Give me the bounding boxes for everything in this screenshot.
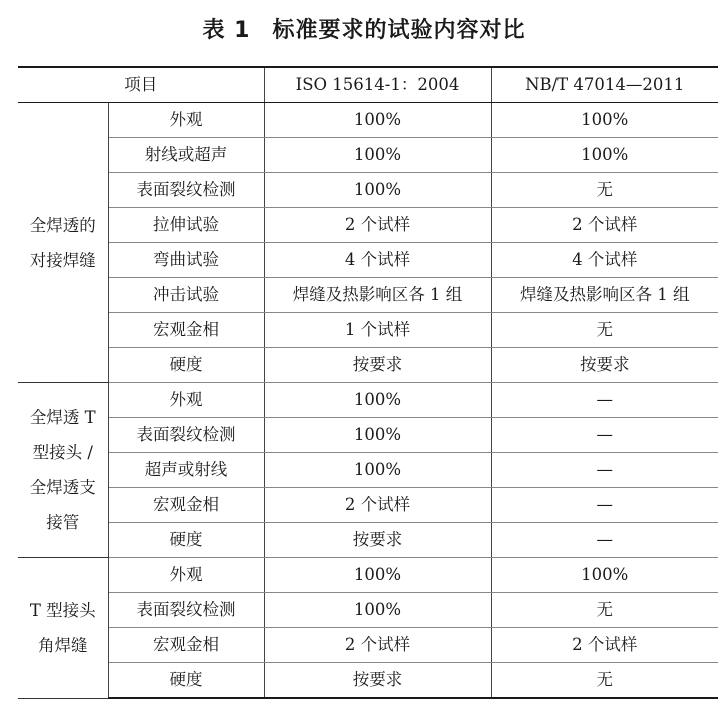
nbt-value-cell: — xyxy=(491,383,718,418)
table-row xyxy=(18,243,718,278)
test-item-cell: 外观 xyxy=(108,383,264,418)
group-label-line: T 型接头 xyxy=(29,600,96,620)
iso-value-cell: 按要求 xyxy=(264,348,491,383)
nbt-value-cell: 100% xyxy=(491,558,718,593)
table-row xyxy=(18,453,718,488)
group-label-line: 对接焊缝 xyxy=(29,250,96,270)
test-item-cell: 宏观金相 xyxy=(108,628,264,663)
iso-value-cell: 100% xyxy=(264,103,491,138)
nbt-value-cell: — xyxy=(491,453,718,488)
iso-value-cell: 按要求 xyxy=(264,663,491,699)
group-label xyxy=(18,103,108,383)
table-row xyxy=(18,208,718,243)
table-row xyxy=(18,383,718,418)
nbt-value-cell: — xyxy=(491,418,718,453)
nbt-value-cell: 无 xyxy=(491,663,718,699)
table-body xyxy=(18,103,718,699)
nbt-value-cell: 无 xyxy=(491,593,718,628)
iso-value-cell: 100% xyxy=(264,138,491,173)
test-item-cell: 冲击试验 xyxy=(108,278,264,313)
group-label-line: 全焊透的 xyxy=(29,215,96,235)
iso-value-cell: 2 个试样 xyxy=(264,628,491,663)
nbt-value-cell: 2 个试样 xyxy=(491,628,718,663)
iso-value-cell: 按要求 xyxy=(264,523,491,558)
iso-value-cell: 100% xyxy=(264,453,491,488)
table-caption xyxy=(0,16,728,46)
test-item-cell: 硬度 xyxy=(108,663,264,699)
table-row xyxy=(18,488,718,523)
test-item-cell: 宏观金相 xyxy=(108,313,264,348)
table-row xyxy=(18,523,718,558)
table-row xyxy=(18,663,718,699)
test-item-cell: 表面裂纹检测 xyxy=(108,418,264,453)
group-label-line: 全焊透 T xyxy=(29,408,96,427)
table-row xyxy=(18,313,718,348)
iso-value-cell: 焊缝及热影响区各 1 组 xyxy=(264,278,491,313)
table-row xyxy=(18,173,718,208)
nbt-value-cell: — xyxy=(491,488,718,523)
nbt-value-cell: — xyxy=(491,523,718,558)
nbt-value-cell: 100% xyxy=(491,103,718,138)
iso-value-cell: 1 个试样 xyxy=(264,313,491,348)
table-row xyxy=(18,558,718,593)
table-row xyxy=(18,138,718,173)
column-header-item: 项目 xyxy=(18,67,264,103)
table-row xyxy=(18,418,718,453)
column-header-nbt: NB/T 47014—2011 xyxy=(491,67,718,103)
table-number: 表 1 xyxy=(202,18,251,43)
table-row xyxy=(18,348,718,383)
test-item-cell: 超声或射线 xyxy=(108,453,264,488)
test-item-cell: 射线或超声 xyxy=(108,138,264,173)
group-label-line: 接管 xyxy=(46,513,80,532)
test-item-cell: 表面裂纹检测 xyxy=(108,593,264,628)
iso-value-cell: 2 个试样 xyxy=(264,208,491,243)
test-item-cell: 硬度 xyxy=(108,523,264,558)
group-label xyxy=(18,383,108,558)
iso-value-cell: 100% xyxy=(264,593,491,628)
group-label xyxy=(18,558,108,699)
nbt-value-cell: 无 xyxy=(491,173,718,208)
iso-value-cell: 100% xyxy=(264,383,491,418)
iso-value-cell: 4 个试样 xyxy=(264,243,491,278)
test-item-cell: 拉伸试验 xyxy=(108,208,264,243)
nbt-value-cell: 100% xyxy=(491,138,718,173)
test-item-cell: 弯曲试验 xyxy=(108,243,264,278)
table-row xyxy=(18,593,718,628)
group-label-line: 型接头 / xyxy=(32,443,93,462)
nbt-value-cell: 4 个试样 xyxy=(491,243,718,278)
test-item-cell: 表面裂纹检测 xyxy=(108,173,264,208)
nbt-value-cell: 按要求 xyxy=(491,348,718,383)
nbt-value-cell: 2 个试样 xyxy=(491,208,718,243)
group-label-line: 角焊缝 xyxy=(38,635,88,655)
test-item-cell: 硬度 xyxy=(108,348,264,383)
comparison-table xyxy=(18,66,718,699)
test-item-cell: 宏观金相 xyxy=(108,488,264,523)
test-item-cell: 外观 xyxy=(108,103,264,138)
test-item-cell: 外观 xyxy=(108,558,264,593)
iso-value-cell: 100% xyxy=(264,418,491,453)
table-row xyxy=(18,628,718,663)
column-header-iso: ISO 15614-1：2004 xyxy=(264,67,491,103)
table-row xyxy=(18,278,718,313)
nbt-value-cell: 焊缝及热影响区各 1 组 xyxy=(491,278,718,313)
table-title: 标准要求的试验内容对比 xyxy=(272,18,526,43)
iso-value-cell: 2 个试样 xyxy=(264,488,491,523)
iso-value-cell: 100% xyxy=(264,173,491,208)
group-label-line: 全焊透支 xyxy=(29,478,96,497)
iso-value-cell: 100% xyxy=(264,558,491,593)
header-row xyxy=(18,67,718,103)
nbt-value-cell: 无 xyxy=(491,313,718,348)
table-row xyxy=(18,103,718,138)
